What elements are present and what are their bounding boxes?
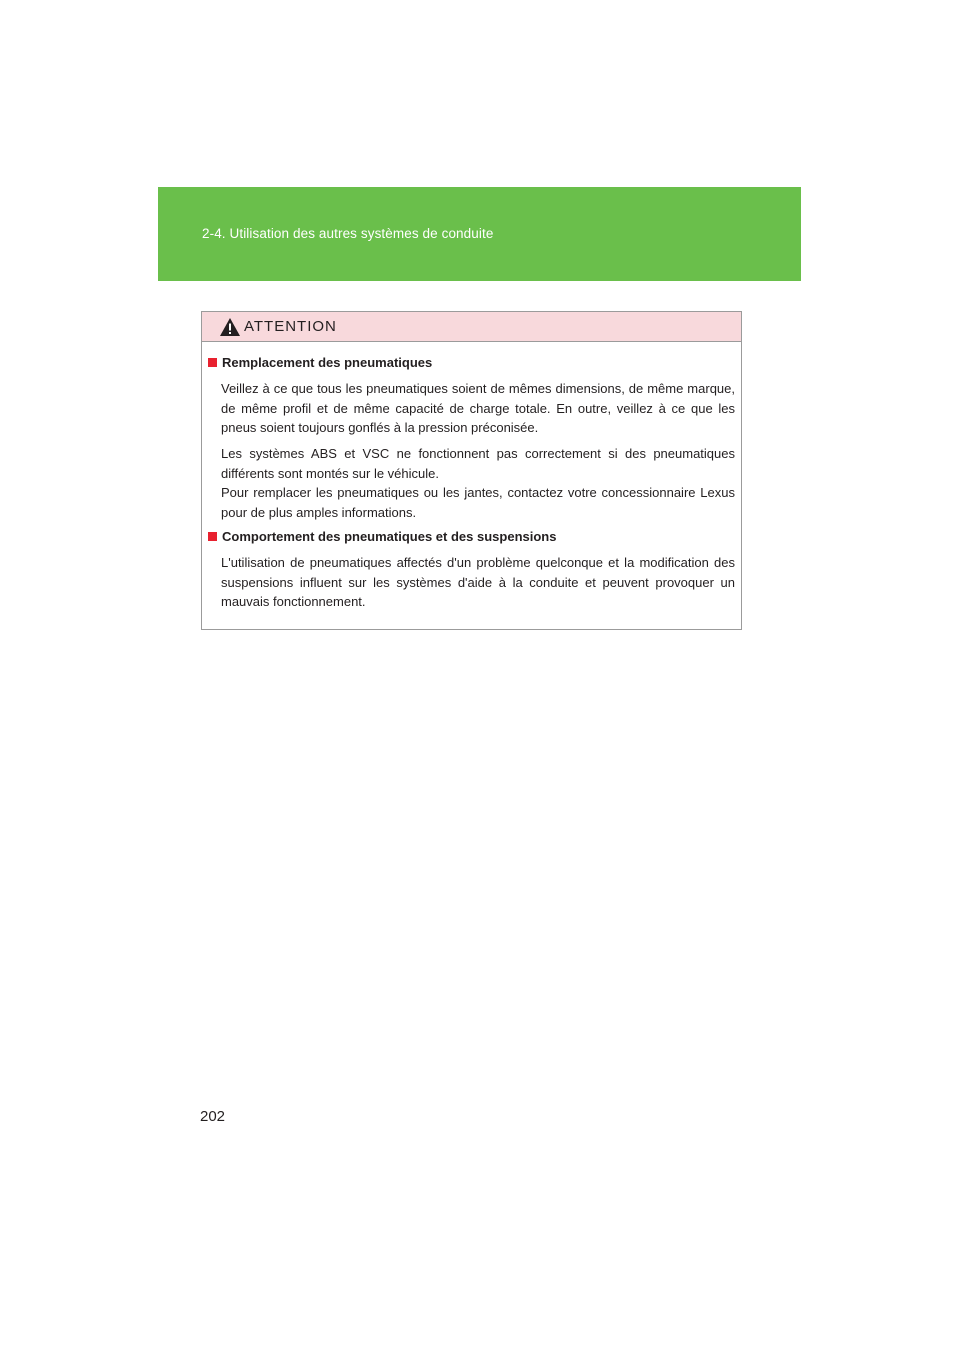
paragraph: L'utilisation de pneumatiques affectés d'un problème quelconque et la modification des suspensions influent sur les systèmes d'aide à la conduite et peuvent provoquer un mauvais fonctionnement.	[221, 555, 735, 609]
section-header-band	[158, 187, 801, 281]
section-heading-tires	[208, 355, 432, 370]
warning-triangle-icon	[219, 317, 241, 337]
square-bullet-icon	[208, 532, 217, 541]
warning-header	[202, 312, 741, 342]
section-heading-text: Remplacement des pneumatiques	[222, 355, 433, 370]
paragraph: Veillez à ce que tous les pneumatiques soient de mêmes dimensions, de même marque, de même profil et de même capacité de charge totale. En outre, veillez à ce que les pneus soient toujours gonflés à la pression préconisée.	[221, 381, 735, 435]
section-heading-text: Comportement des pneumatiques et des suspensions	[222, 529, 557, 544]
warning-box	[201, 311, 742, 630]
section-title: 2-4. Utilisation des autres systèmes de conduite	[202, 226, 494, 241]
paragraph: Pour remplacer les pneumatiques ou les jantes, contactez votre concessionnaire Lexus pour de plus amples informations.	[221, 485, 735, 520]
warning-label: ATTENTION	[244, 318, 337, 335]
section-heading-suspension	[208, 529, 556, 544]
paragraph: Les systèmes ABS et VSC ne fonctionnent pas correctement si des pneumatiques différents sont montés sur le véhicule.	[221, 446, 735, 481]
page-number: 202	[200, 1108, 226, 1125]
square-bullet-icon	[208, 358, 217, 367]
